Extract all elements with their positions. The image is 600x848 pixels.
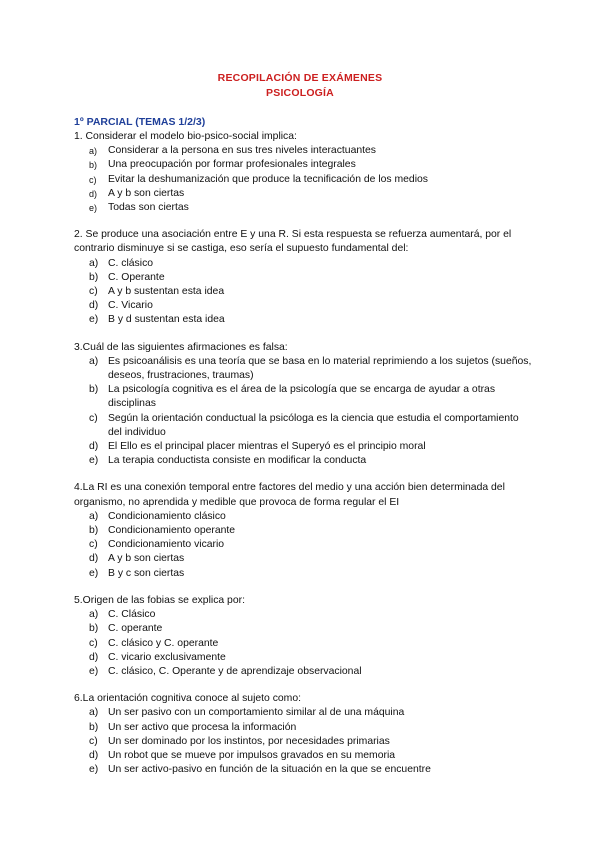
question-3: [74, 341, 534, 469]
answer-option: [74, 383, 534, 411]
option-letter: d): [89, 441, 99, 453]
answer-option: [74, 257, 534, 271]
answer-option: [74, 440, 534, 454]
answer-option: [74, 538, 534, 552]
answer-option: [74, 201, 534, 215]
answer-option: [74, 567, 534, 581]
answer-option: [74, 706, 534, 720]
option-letter: c): [89, 637, 98, 649]
option-text: Un robot que se mueve por impulsos gravados en su memoria: [108, 749, 396, 761]
option-letter: a): [89, 355, 99, 367]
option-text: C. clásico, C. Operante y de aprendizaje observacional: [108, 665, 362, 677]
option-letter: d): [89, 188, 98, 199]
option-text: Evitar la deshumanización que produce la tecnificación de los medios: [108, 173, 428, 185]
option-letter: d): [89, 749, 99, 761]
answer-option: [74, 144, 534, 158]
option-text: A y b son ciertas: [108, 553, 185, 565]
option-letter: b): [89, 721, 99, 733]
answer-option: [74, 187, 534, 201]
answer-option: [74, 285, 534, 299]
option-letter: c): [89, 174, 97, 185]
option-text: Condicionamiento clásico: [108, 510, 226, 522]
option-text: C. Operante: [108, 271, 165, 283]
answer-option: [74, 355, 534, 383]
question-stem: 4.La RI es una conexión temporal entre factores del medio y una acción bien determinada del organismo, no aprendida y medible que provoca de forma regular el EI: [74, 482, 505, 508]
question-stem: 5.Origen de las fobias se explica por:: [74, 594, 245, 606]
section-heading: 1º PARCIAL (TEMAS 1/2/3): [74, 116, 206, 128]
option-text: C. operante: [108, 623, 163, 635]
answer-option: [74, 510, 534, 524]
option-letter: d): [89, 300, 99, 312]
question-6: [74, 692, 534, 777]
option-letter: a): [89, 707, 99, 719]
option-text: C. vicario exclusivamente: [108, 651, 226, 663]
question-1: [74, 130, 534, 215]
option-text: Un ser activo-pasivo en función de la situación en la que se encuentre: [108, 764, 431, 776]
answer-option: [74, 749, 534, 763]
option-text: C. clásico y C. operante: [108, 637, 219, 649]
option-letter: b): [89, 271, 99, 283]
question-list: [74, 130, 534, 790]
option-text: Condicionamiento operante: [108, 525, 236, 537]
option-text: La psicología cognitiva es el área de la psicología que se encarga de ayudar a otras disciplinas: [108, 384, 496, 410]
option-letter: e): [89, 665, 99, 677]
option-text: Un ser pasivo con un comportamiento similar al de una máquina: [108, 707, 405, 719]
option-text: Es psicoanálisis es una teoría que se basa en lo material reprimiendo a los sujetos (sueños, deseos, frustraciones, traumas): [108, 355, 532, 382]
answer-option: [74, 735, 534, 749]
option-text: B y d sustentan esta idea: [108, 314, 225, 326]
option-letter: b): [89, 160, 98, 171]
option-letter: e): [89, 203, 98, 214]
answer-option: [74, 651, 534, 665]
answer-option: [74, 721, 534, 735]
answer-option: [74, 299, 534, 313]
option-text: El Ello es el principal placer mientras el Superyó es el principio moral: [108, 441, 426, 453]
question-4: [74, 481, 534, 580]
option-letter: e): [89, 455, 99, 467]
answer-option: [74, 313, 534, 327]
option-text: Condicionamiento vicario: [108, 539, 225, 551]
option-text: Un ser dominado por los instintos, por necesidades primarias: [108, 735, 390, 747]
option-letter: d): [89, 553, 99, 565]
answer-option: [74, 158, 534, 172]
answer-option: [74, 524, 534, 538]
question-2: [74, 228, 534, 327]
option-letter: a): [89, 510, 99, 522]
option-letter: e): [89, 764, 99, 776]
answer-option: [74, 173, 534, 187]
option-letter: e): [89, 567, 99, 579]
answer-option: [74, 637, 534, 651]
option-text: C. Vicario: [108, 300, 153, 312]
document-title: RECOPILACIÓN DE EXÁMENES: [217, 72, 383, 84]
answer-option: [74, 763, 534, 777]
document-subtitle: PSICOLOGÍA: [266, 87, 334, 99]
option-text: C. clásico: [108, 257, 154, 269]
question-stem: 3.Cuál de las siguientes afirmaciones es falsa:: [74, 341, 288, 353]
option-letter: e): [89, 314, 99, 326]
answer-option: [74, 271, 534, 285]
option-text: B y c son ciertas: [108, 567, 185, 579]
option-letter: d): [89, 651, 99, 663]
answer-option: [74, 454, 534, 468]
option-text: La terapia conductista consiste en modificar la conducta: [108, 455, 367, 467]
option-text: Considerar a la persona en sus tres niveles interactuantes: [108, 145, 376, 157]
option-letter: b): [89, 525, 99, 537]
option-text: Una preocupación por formar profesionales integrales: [108, 159, 356, 171]
answer-option: [74, 665, 534, 679]
option-letter: c): [89, 412, 98, 424]
option-text: A y b son ciertas: [108, 187, 185, 199]
option-text: Todas son ciertas: [108, 202, 189, 214]
option-letter: c): [89, 735, 98, 747]
option-text: A y b sustentan esta idea: [108, 286, 225, 298]
option-text: Un ser activo que procesa la información: [108, 721, 297, 733]
answer-option: [74, 608, 534, 622]
answer-option: [74, 552, 534, 566]
option-letter: a): [89, 146, 98, 157]
option-letter: c): [89, 286, 98, 298]
question-stem: 2. Se produce una asociación entre E y una R. Si esta respuesta se refuerza aumentará, por el contrario disminuye si se castiga, eso sería el supuesto fundamental del:: [74, 229, 512, 255]
answer-option: [74, 412, 534, 440]
option-text: Según la orientación conductual la psicóloga es la ciencia que estudia el comportamiento del individuo: [108, 412, 519, 438]
option-letter: b): [89, 623, 99, 635]
question-stem: 6.La orientación cognitiva conoce al sujeto como:: [74, 693, 302, 705]
answer-option: [74, 622, 534, 636]
question-stem: 1. Considerar el modelo bio-psico-social implica:: [74, 131, 297, 142]
option-letter: a): [89, 257, 99, 269]
option-text: C. Clásico: [108, 609, 156, 621]
question-5: [74, 594, 534, 679]
option-letter: a): [89, 609, 99, 621]
option-letter: c): [89, 539, 98, 551]
option-letter: b): [89, 384, 99, 396]
